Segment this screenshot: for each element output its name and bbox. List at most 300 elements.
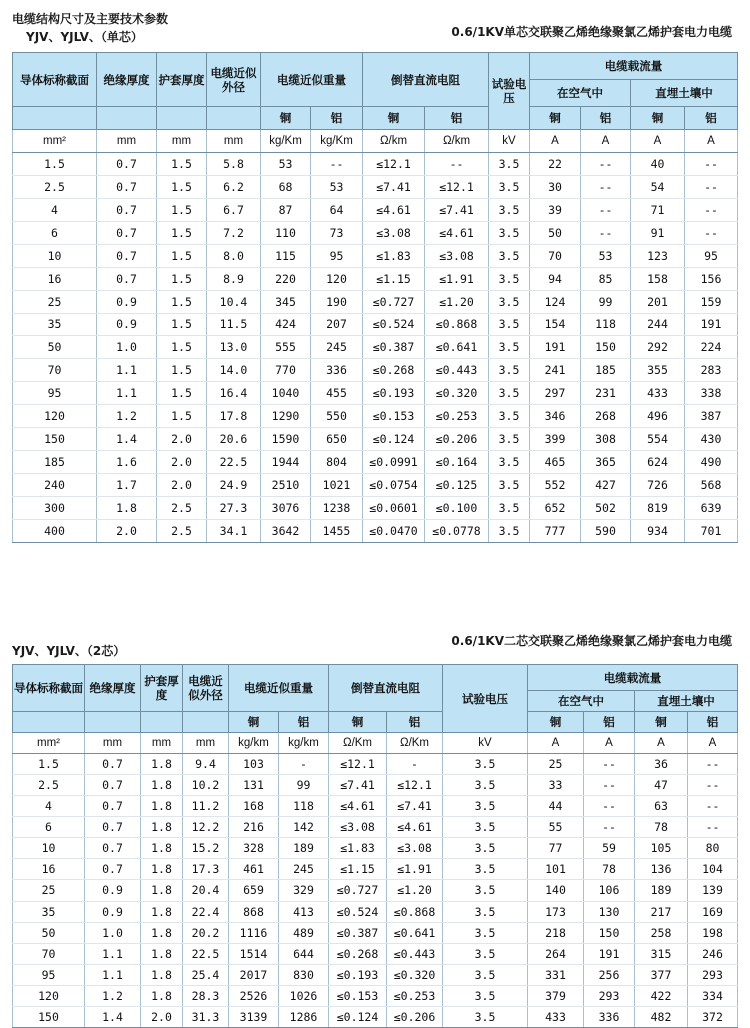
unit-cell: Ω/km: [425, 130, 489, 153]
table-cell: 20.2: [183, 922, 229, 943]
table-cell: 3.5: [443, 775, 528, 796]
table-cell: 31.3: [183, 1006, 229, 1027]
table-cell: 33: [528, 775, 584, 796]
table-cell: ≤0.206: [425, 428, 489, 451]
table-cell: 1.6: [97, 451, 157, 474]
table-cell: --: [688, 817, 738, 838]
table-cell: 22.5: [207, 451, 261, 474]
header-buried: 直埋土壤中: [635, 691, 738, 712]
table-cell: --: [311, 152, 363, 175]
table-row: [13, 796, 738, 817]
header-conductor: 导体标称截面: [13, 665, 85, 712]
table-row: [13, 244, 738, 267]
table-cell: 11.2: [183, 796, 229, 817]
table-cell: 1.4: [97, 428, 157, 451]
table-cell: 3.5: [489, 497, 530, 520]
table-cell: 329: [279, 880, 329, 901]
unit-cell: A: [528, 733, 584, 754]
table-cell: 3.5: [443, 817, 528, 838]
table-cell: 198: [688, 922, 738, 943]
table-cell: 372: [688, 1006, 738, 1027]
unit-cell: Ω/Km: [329, 733, 387, 754]
header-weight: 电缆近似重量: [261, 53, 363, 107]
table-cell: 201: [631, 290, 685, 313]
header-sheath-cont: [157, 107, 207, 130]
table-cell: ≤0.0601: [363, 497, 425, 520]
table-row: [13, 838, 738, 859]
header-buried: 直埋土壤中: [631, 80, 738, 107]
table-cell: ≤0.524: [363, 313, 425, 336]
table-cell: 17.8: [207, 405, 261, 428]
table-cell: 819: [631, 497, 685, 520]
table-cell: 110: [261, 221, 311, 244]
table-cell: 1.5: [157, 267, 207, 290]
table-cell: 1.2: [85, 985, 141, 1006]
table-row: [13, 198, 738, 221]
table-row: [13, 221, 738, 244]
table-cell: ≤0.641: [425, 336, 489, 359]
table-cell: 455: [311, 382, 363, 405]
table-cell: 624: [631, 451, 685, 474]
table-cell: 413: [279, 901, 329, 922]
table-cell: 13.0: [207, 336, 261, 359]
table-cell: 482: [635, 1006, 688, 1027]
table-cell: 15.2: [183, 838, 229, 859]
unit-cell: kg/Km: [261, 130, 311, 153]
table-cell: 12.2: [183, 817, 229, 838]
table-cell: ≤0.0778: [425, 519, 489, 542]
header-buried-aluminum: 铝: [685, 107, 738, 130]
table-cell: 27.3: [207, 497, 261, 520]
table-cell: 3.5: [489, 519, 530, 542]
header-insulation: 绝缘厚度: [85, 665, 141, 712]
table-cell: ≤0.320: [387, 964, 443, 985]
section1-subtitle-left: YJV、YJLV、（单芯）: [26, 30, 143, 44]
table-cell: 3139: [229, 1006, 279, 1027]
table-cell: 70: [13, 943, 85, 964]
header-sheath: 护套厚度: [157, 53, 207, 107]
unit-cell: A: [530, 130, 581, 153]
table-cell: 365: [581, 451, 631, 474]
table-cell: 99: [581, 290, 631, 313]
table-cell: ≤0.253: [425, 405, 489, 428]
table-cell: 35: [13, 313, 97, 336]
table-cell: 1.5: [157, 221, 207, 244]
header-test-voltage: 试验电压: [443, 665, 528, 733]
table-cell: 726: [631, 474, 685, 497]
table-cell: 73: [311, 221, 363, 244]
table-cell: 191: [530, 336, 581, 359]
table-cell: 639: [685, 497, 738, 520]
table-cell: 185: [13, 451, 97, 474]
table-cell: 777: [530, 519, 581, 542]
table-cell: 231: [581, 382, 631, 405]
table-cell: 78: [635, 817, 688, 838]
table-cell: 10.2: [183, 775, 229, 796]
table-cell: 6: [13, 817, 85, 838]
table-cell: 256: [584, 964, 635, 985]
unit-cell: kV: [489, 130, 530, 153]
unit-cell: mm: [207, 130, 261, 153]
table-cell: 68: [261, 175, 311, 198]
header-resistance-aluminum: 铝: [387, 712, 443, 733]
table-cell: 115: [261, 244, 311, 267]
table-cell: 3.5: [489, 428, 530, 451]
table-cell: 568: [685, 474, 738, 497]
table-cell: 16: [13, 859, 85, 880]
table-cell: 1.8: [141, 964, 183, 985]
table-cell: ≤3.08: [425, 244, 489, 267]
table-cell: 25: [528, 754, 584, 775]
table-row: [13, 428, 738, 451]
table-cell: 120: [13, 405, 97, 428]
table-cell: 39: [530, 198, 581, 221]
table-cell: 36: [635, 754, 688, 775]
two-core-table-body: [13, 733, 738, 1028]
table-cell: 6.2: [207, 175, 261, 198]
table-cell: 1.8: [141, 922, 183, 943]
header-in-air: 在空气中: [528, 691, 635, 712]
table-cell: ≤0.641: [387, 922, 443, 943]
table-cell: 5.8: [207, 152, 261, 175]
table-cell: 297: [530, 382, 581, 405]
table-cell: 1.8: [141, 775, 183, 796]
header-od-cont: [207, 107, 261, 130]
header-conductor: 导体标称截面: [13, 53, 97, 107]
section1-title-right: 0.6/1KV单芯交联聚乙烯绝缘聚氯乙烯护套电力电缆: [451, 25, 732, 39]
table-cell: --: [584, 775, 635, 796]
table-cell: 53: [261, 152, 311, 175]
table-cell: 131: [229, 775, 279, 796]
table-cell: 0.9: [97, 313, 157, 336]
table-cell: --: [581, 198, 631, 221]
table-cell: 1.5: [157, 244, 207, 267]
table-cell: 207: [311, 313, 363, 336]
table-cell: 934: [631, 519, 685, 542]
table-cell: 120: [13, 985, 85, 1006]
table-cell: 64: [311, 198, 363, 221]
table-cell: 300: [13, 497, 97, 520]
table-cell: 268: [581, 405, 631, 428]
table-row: [13, 290, 738, 313]
table-cell: ≤0.868: [387, 901, 443, 922]
table-cell: 103: [229, 754, 279, 775]
table-cell: 3.5: [443, 796, 528, 817]
table-cell: 0.7: [85, 838, 141, 859]
table-cell: 283: [685, 359, 738, 382]
header-insulation-cont: [85, 712, 141, 733]
table-cell: --: [584, 796, 635, 817]
header-insulation-cont: [97, 107, 157, 130]
header-test-voltage: 试验电压: [489, 53, 530, 130]
table-cell: 53: [311, 175, 363, 198]
table-cell: ≤0.443: [425, 359, 489, 382]
table-cell: 1590: [261, 428, 311, 451]
table-cell: 399: [530, 428, 581, 451]
table-cell: 2.0: [157, 474, 207, 497]
table-cell: 3.5: [489, 474, 530, 497]
table-cell: ≤1.20: [387, 880, 443, 901]
table-cell: ≤0.727: [329, 880, 387, 901]
table-cell: 0.7: [85, 796, 141, 817]
table-cell: 0.7: [97, 221, 157, 244]
table-cell: 1.8: [141, 859, 183, 880]
table-cell: 150: [584, 922, 635, 943]
table-cell: 173: [528, 901, 584, 922]
table-cell: 1.8: [141, 817, 183, 838]
table-cell: 10: [13, 244, 97, 267]
table-cell: 25: [13, 880, 85, 901]
table-cell: 3.5: [489, 267, 530, 290]
table-row: [13, 519, 738, 542]
table-cell: 95: [13, 964, 85, 985]
table-cell: 53: [581, 244, 631, 267]
table-cell: 264: [528, 943, 584, 964]
table-cell: ≤12.1: [387, 775, 443, 796]
table-cell: 156: [685, 267, 738, 290]
table-cell: 189: [635, 880, 688, 901]
table-cell: --: [685, 152, 738, 175]
table-cell: 1.5: [157, 152, 207, 175]
table-cell: --: [584, 754, 635, 775]
table-cell: 218: [528, 922, 584, 943]
table-cell: 1.8: [141, 985, 183, 1006]
table-cell: 336: [584, 1006, 635, 1027]
table-cell: 1514: [229, 943, 279, 964]
table-row: [13, 964, 738, 985]
table-cell: --: [688, 754, 738, 775]
table-cell: 490: [685, 451, 738, 474]
table-cell: 1021: [311, 474, 363, 497]
table-cell: ≤3.08: [387, 838, 443, 859]
table-cell: 1.1: [97, 382, 157, 405]
table-cell: 552: [530, 474, 581, 497]
table-cell: 1026: [279, 985, 329, 1006]
table-cell: 554: [631, 428, 685, 451]
table-cell: 245: [311, 336, 363, 359]
table-cell: 427: [581, 474, 631, 497]
table-cell: 6.7: [207, 198, 261, 221]
table-cell: 644: [279, 943, 329, 964]
table-cell: 123: [631, 244, 685, 267]
table-cell: 308: [581, 428, 631, 451]
table-cell: 1.5: [157, 359, 207, 382]
table-row: [13, 313, 738, 336]
header-conductor-cont: [13, 107, 97, 130]
table-cell: 1.8: [141, 880, 183, 901]
header-in-air: 在空气中: [530, 80, 631, 107]
table-cell: 3642: [261, 519, 311, 542]
table-cell: 142: [279, 817, 329, 838]
table-cell: 99: [279, 775, 329, 796]
table-row: [13, 267, 738, 290]
table-cell: 2510: [261, 474, 311, 497]
table-cell: 1944: [261, 451, 311, 474]
table-cell: ≤0.206: [387, 1006, 443, 1027]
table-cell: 3.5: [489, 336, 530, 359]
header-buried-copper: 铜: [635, 712, 688, 733]
table-cell: 2.5: [13, 775, 85, 796]
table-cell: 1286: [279, 1006, 329, 1027]
unit-cell: A: [631, 130, 685, 153]
table-cell: ≤0.727: [363, 290, 425, 313]
header-od-cont: [183, 712, 229, 733]
table-cell: ≤0.193: [329, 964, 387, 985]
table-cell: ≤0.193: [363, 382, 425, 405]
table-cell: 150: [13, 428, 97, 451]
table-cell: 159: [685, 290, 738, 313]
table-cell: 124: [530, 290, 581, 313]
table-cell: 465: [530, 451, 581, 474]
table-cell: 1.4: [85, 1006, 141, 1027]
table-cell: 387: [685, 405, 738, 428]
unit-cell: Ω/Km: [387, 733, 443, 754]
table-cell: 10: [13, 838, 85, 859]
table-cell: 55: [528, 817, 584, 838]
table-cell: -: [279, 754, 329, 775]
table-cell: 50: [13, 922, 85, 943]
table-cell: 22.4: [183, 901, 229, 922]
table-cell: 118: [279, 796, 329, 817]
header-resistance-aluminum: 铝: [425, 107, 489, 130]
table-cell: 224: [685, 336, 738, 359]
table-cell: 25.4: [183, 964, 229, 985]
table-cell: 2.5: [157, 519, 207, 542]
unit-cell: mm: [85, 733, 141, 754]
table-cell: 1.8: [141, 838, 183, 859]
table-row: [13, 382, 738, 405]
table-cell: ≤7.41: [387, 796, 443, 817]
table-cell: 59: [584, 838, 635, 859]
table-cell: ≤0.268: [329, 943, 387, 964]
header-conductor-cont: [13, 712, 85, 733]
table-cell: 868: [229, 901, 279, 922]
table-cell: 1.8: [141, 754, 183, 775]
header-sheath: 护套厚度: [141, 665, 183, 712]
table-row: [13, 901, 738, 922]
table-row: [13, 405, 738, 428]
table-cell: 652: [530, 497, 581, 520]
table-cell: ≤4.61: [387, 817, 443, 838]
table-cell: 22: [530, 152, 581, 175]
table-cell: 0.7: [85, 775, 141, 796]
table-cell: 345: [261, 290, 311, 313]
table-cell: ≤0.268: [363, 359, 425, 382]
table-cell: 3.5: [489, 405, 530, 428]
header-weight-copper: 铜: [229, 712, 279, 733]
table-cell: 1.7: [97, 474, 157, 497]
table-cell: 30: [530, 175, 581, 198]
table-cell: 0.7: [97, 198, 157, 221]
single-core-table-body: [13, 130, 738, 543]
table-cell: -: [387, 754, 443, 775]
table-cell: ≤1.15: [363, 267, 425, 290]
table-cell: --: [425, 152, 489, 175]
table-cell: 424: [261, 313, 311, 336]
table-cell: 140: [528, 880, 584, 901]
table-cell: ≤1.91: [425, 267, 489, 290]
unit-cell: kg/km: [279, 733, 329, 754]
table-cell: 830: [279, 964, 329, 985]
table-cell: --: [581, 221, 631, 244]
table-cell: 217: [635, 901, 688, 922]
header-dc-resistance: 倒替直流电阻: [363, 53, 489, 107]
table-cell: ≤0.100: [425, 497, 489, 520]
table-cell: 1.5: [157, 198, 207, 221]
table-cell: 3.5: [489, 175, 530, 198]
table-cell: 334: [688, 985, 738, 1006]
table-cell: 216: [229, 817, 279, 838]
table-cell: 3.5: [489, 382, 530, 405]
table-cell: 139: [688, 880, 738, 901]
table-cell: 1.0: [85, 922, 141, 943]
table-cell: 338: [685, 382, 738, 405]
table-cell: 3.5: [489, 359, 530, 382]
table-cell: 430: [685, 428, 738, 451]
header-air-aluminum: 铝: [584, 712, 635, 733]
table-cell: 168: [229, 796, 279, 817]
table-cell: 3.5: [443, 964, 528, 985]
table-cell: 1.5: [157, 336, 207, 359]
table-cell: 1.8: [141, 901, 183, 922]
table-row: [13, 497, 738, 520]
table-cell: 120: [311, 267, 363, 290]
table-cell: 3.5: [489, 290, 530, 313]
table-cell: 2526: [229, 985, 279, 1006]
table-cell: 0.9: [97, 290, 157, 313]
table-cell: 770: [261, 359, 311, 382]
table-cell: 9.4: [183, 754, 229, 775]
table-cell: 47: [635, 775, 688, 796]
table-cell: 1.8: [141, 796, 183, 817]
table-cell: 87: [261, 198, 311, 221]
table-cell: 3.5: [443, 859, 528, 880]
table-row: [13, 859, 738, 880]
table-cell: 150: [13, 1006, 85, 1027]
table-cell: 54: [631, 175, 685, 198]
table-cell: 190: [311, 290, 363, 313]
table-row: [13, 359, 738, 382]
table-cell: 2.0: [141, 1006, 183, 1027]
section1-title-left: 电缆结构尺寸及主要技术参数: [12, 12, 169, 26]
table-cell: 461: [229, 859, 279, 880]
header-outer-diameter: 电缆近似外径: [207, 53, 261, 107]
table-cell: 555: [261, 336, 311, 359]
unit-cell: mm²: [13, 733, 85, 754]
table-cell: 433: [631, 382, 685, 405]
table-cell: ≤3.08: [329, 817, 387, 838]
table-cell: 3.5: [443, 901, 528, 922]
table-cell: ≤7.41: [363, 175, 425, 198]
table-cell: 377: [635, 964, 688, 985]
header-sheath-cont: [141, 712, 183, 733]
table-cell: 241: [530, 359, 581, 382]
table-cell: 1040: [261, 382, 311, 405]
table-cell: --: [688, 796, 738, 817]
table-cell: 0.7: [97, 175, 157, 198]
table-cell: 3.5: [489, 198, 530, 221]
table-cell: 3.5: [489, 244, 530, 267]
table-cell: 191: [685, 313, 738, 336]
table-cell: 0.7: [85, 754, 141, 775]
table-cell: 3.5: [443, 754, 528, 775]
table-cell: 1.5: [157, 405, 207, 428]
header-air-aluminum: 铝: [581, 107, 631, 130]
header-resistance-copper: 铜: [363, 107, 425, 130]
table-cell: 50: [530, 221, 581, 244]
table-cell: 1238: [311, 497, 363, 520]
table-cell: ≤1.83: [329, 838, 387, 859]
